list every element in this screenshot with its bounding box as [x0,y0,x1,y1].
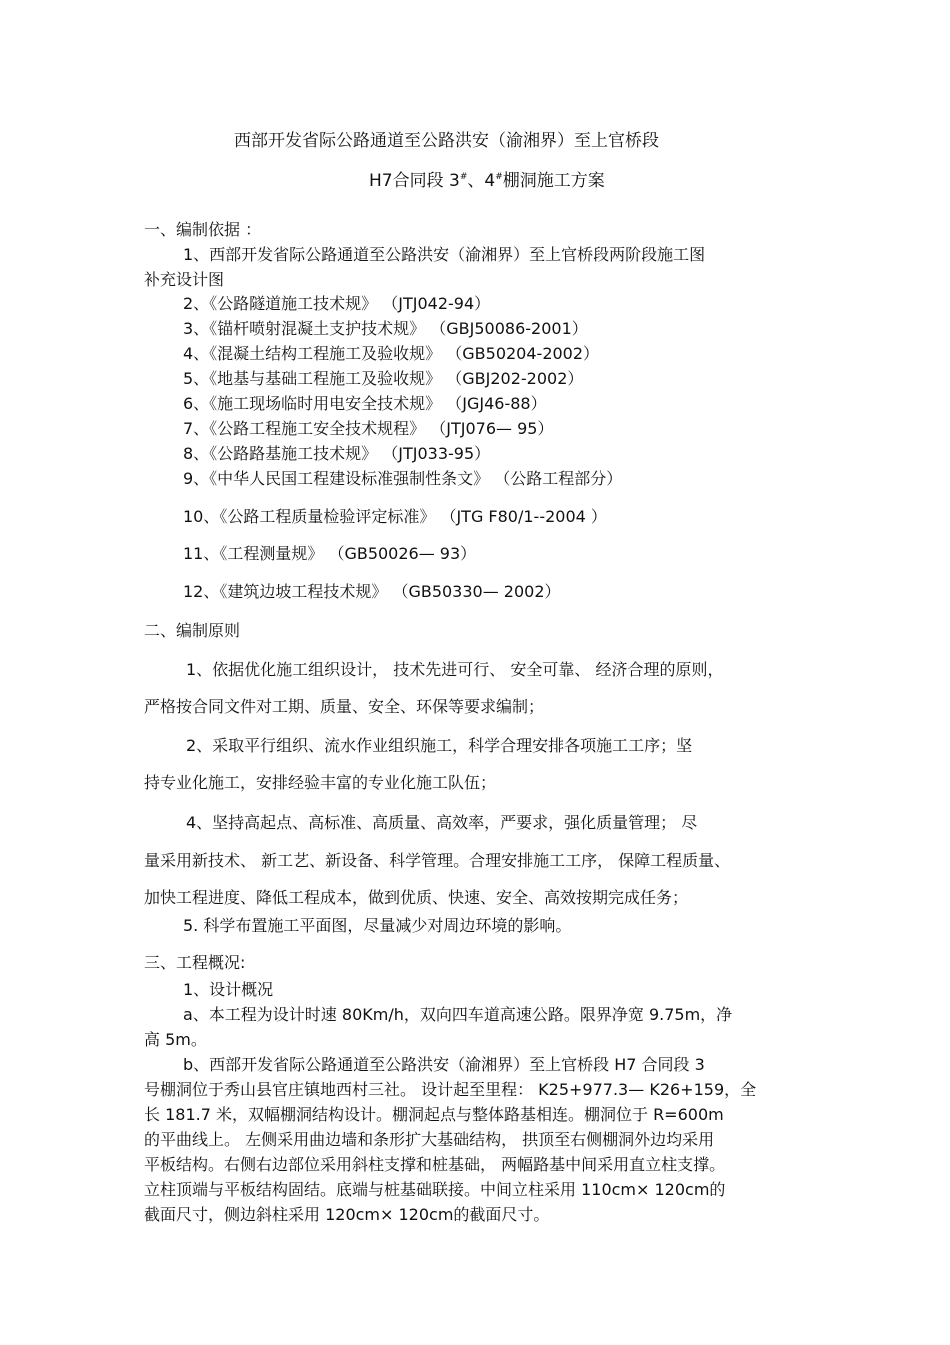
overview-line: 的平曲线上。 左侧采用曲边墙和条形扩大基础结构， 拱顶至右侧棚洞外边均采用 [144,1130,715,1149]
document-title-line1: 西部开发省际公路通道至公路洪安（渝湘界）至上官桥段 [234,131,659,151]
reference-item: 3、《锚杆喷射混凝土支护技术规》 （GBJ50086-2001） [183,319,588,338]
section1-heading: 一、编制依据 ： [144,220,262,239]
reference-item-1-line1: 1、西部开发省际公路通道至公路洪安（渝湘界）至上官桥段两阶段施工图 [183,245,706,264]
document-title-line2 [369,171,605,191]
principle-line: 持专业化施工，安排经验丰富的专业化施工队伍； [144,773,497,792]
title-line2-part-b: 、4 [467,171,496,191]
reference-item: 5、《地基与基础工程施工及验收规》 （GBJ202-2002） [183,369,584,388]
title-number-sign-2: # [495,172,503,182]
reference-item: 7、《公路工程施工安全技术规程》 （JTJ076— 95） [183,419,554,438]
overview-line: b、西部开发省际公路通道至公路洪安（渝湘界）至上官桥段 H7 合同段 3 [183,1055,705,1074]
overview-line: 平板结构。右侧右边部位采用斜柱支撑和桩基础， 两幅路基中间采用直立柱支撑。 [144,1155,726,1174]
principle-line: 加快工程进度、降低工程成本，做到优质、快速、安全、高效按期完成任务； [144,888,689,907]
principle-line: 1、依据优化施工组织设计， 技术先进可行、 安全可靠、 经济合理的原则， [186,660,724,679]
reference-item: 9、《中华人民国工程建设标准强制性条文》 （公路工程部分） [183,469,623,488]
reference-item: 12、《建筑边坡工程技术规》 （GB50330— 2002） [183,582,561,601]
overview-line: 号棚洞位于秀山县官庄镇地西村三社。 设计起至里程： K25+977.3— K26+159，全 [144,1080,757,1099]
title-line2-part-c: 棚洞施工方案 [502,171,605,191]
overview-line: 长 181.7 米，双幅棚洞结构设计。棚洞起点与整体路基相连。棚洞位于 R=600m [144,1105,724,1124]
overview-line: 高 5m。 [144,1030,207,1049]
reference-item-1-line2: 补充设计图 [144,270,225,289]
principle-line: 2、采取平行组织、流水作业组织施工，科学合理安排各项施工工序；坚 [186,736,693,755]
principle-line: 量采用新技术、 新工艺、新设备、科学管理。合理安排施工工序， 保障工程质量、 [144,851,731,870]
overview-line: 立柱顶端与平板结构固结。底端与桩基础联接。中间立柱采用 110cm× 120cm的 [144,1180,726,1199]
reference-item: 2、《公路隧道施工技术规》 （JTJ042-94） [183,294,491,313]
reference-item: 6、《施工现场临时用电安全技术规》 （JGJ46-88） [183,394,547,413]
title-number-sign-1: # [459,172,468,182]
principle-line: 5. 科学布置施工平面图，尽量减少对周边环境的影响。 [183,916,572,935]
reference-item: 4、《混凝土结构工程施工及验收规》 （GB50204-2002） [183,344,600,363]
principle-line: 严格按合同文件对工期、质量、安全、环保等要求编制； [144,697,545,716]
section3-subheading: 1、设计概况 [183,980,274,999]
reference-item: 8、《公路路基施工技术规》 （JTJ033-95） [183,444,491,463]
reference-item: 10、《公路工程质量检验评定标准》 （JTG F80/1--2004 ） [183,507,607,526]
overview-line: 截面尺寸，侧边斜柱采用 120cm× 120cm的截面尺寸。 [144,1205,550,1224]
overview-line: a、本工程为设计时速 80Km/h，双向四车道高速公路。限界净宽 9.75m，净 [183,1005,733,1024]
principle-line: 4、坚持高起点、高标准、高质量、高效率，严要求，强化质量管理； 尽 [186,813,698,832]
section3-heading: 三、工程概况: [144,953,246,972]
title-line2-part-a: H7合同段 3 [369,171,460,191]
reference-item: 11、《工程测量规》 （GB50026— 93） [183,544,477,563]
section2-heading: 二、编制原则 [144,621,241,640]
